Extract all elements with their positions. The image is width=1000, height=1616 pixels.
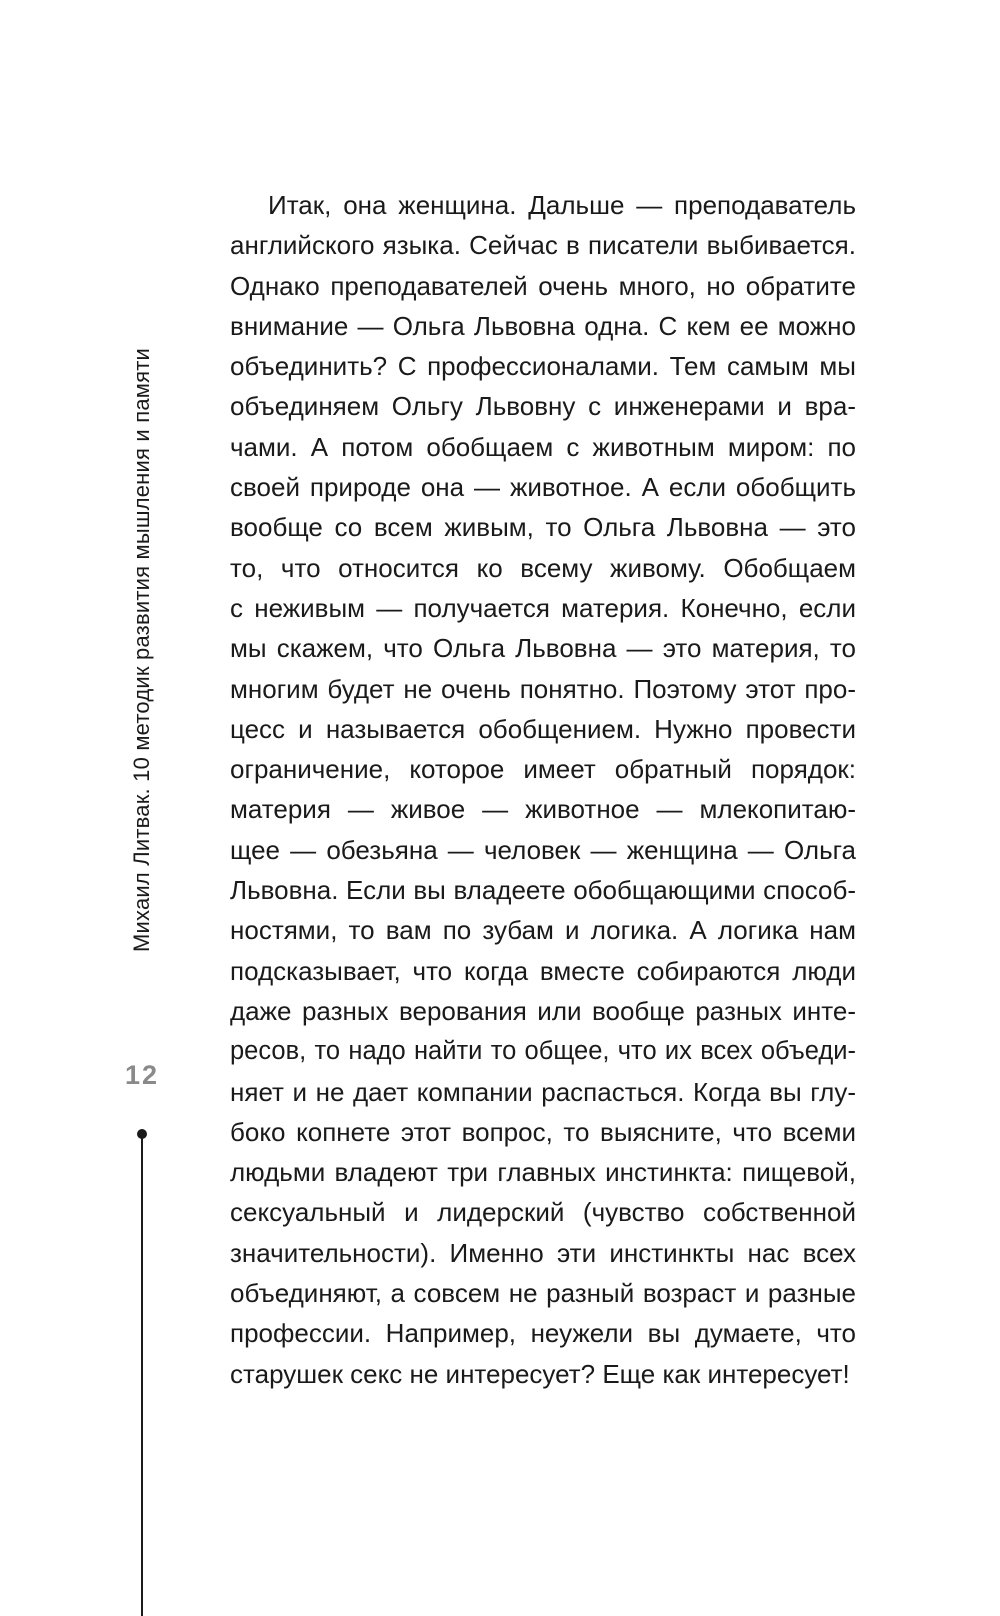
text-line: материя — живое — животное — млекопитаю-	[230, 794, 856, 825]
text-line: своей природе она — животное. А если обобщить	[230, 472, 856, 503]
text-line: объединяем Ольгу Львовну с инженерами и вра-	[230, 391, 856, 422]
text-line: людьми владеют три главных инстинкта: пищевой,	[230, 1157, 856, 1188]
text-line: объединяют, а совсем не разный возраст и разные	[230, 1278, 856, 1309]
text-line: ресов, то надо найти то общее, что их всех объеди-	[230, 1037, 856, 1066]
text-line: Львовна. Если вы владеете обобщающими способ-	[230, 875, 856, 906]
text-line: объединить? С профессионалами. Тем самым мы	[230, 351, 856, 382]
text-line: боко копнете этот вопрос, то выясните, что всеми	[230, 1116, 856, 1147]
text-line: старушек секс не интересует? Еще как интересует!	[230, 1358, 850, 1389]
text-line: то, что относится ко всему живому. Обобщаем	[230, 552, 856, 583]
text-line: ностями, то вам по зубам и логика. А логика нам	[230, 915, 856, 946]
text-line: цесс и называется обобщением. Нужно провести	[230, 713, 856, 744]
page-number: 12	[124, 1060, 160, 1090]
text-line: многим будет не очень понятно. Поэтому этот про-	[230, 673, 856, 704]
text-line: щее — обезьяна — человек — женщина — Ольга	[230, 834, 856, 865]
text-line: с неживым — получается материя. Конечно, если	[230, 592, 856, 623]
text-line: няет и не дает компании распасться. Когда вы глу-	[230, 1076, 856, 1107]
text-line: чами. А потом обобщаем с животным миром: по	[230, 431, 856, 462]
body-paragraph	[230, 185, 856, 1394]
text-line: Однако преподавателей очень много, но обратите	[230, 270, 856, 301]
text-line: профессии. Например, неужели вы думаете, что	[230, 1318, 856, 1349]
text-line: подсказывает, что когда вместе собираются люди	[230, 955, 856, 986]
running-head	[129, 348, 154, 952]
text-line: сексуальный и лидерский (чувство собственной	[230, 1197, 856, 1228]
text-line: значительности). Именно эти инстинкты нас всех	[230, 1237, 856, 1268]
text-line: внимание — Ольга Львовна одна. С кем ее можно	[230, 310, 856, 341]
text-line: мы скажем, что Ольга Львовна — это материя, то	[230, 633, 856, 664]
text-line: Итак, она женщина. Дальше — преподаватель	[268, 190, 856, 220]
text-line: даже разных верования или вообще разных инте-	[230, 995, 856, 1026]
text-line: вообще со всем живым, то Ольга Львовна — это	[230, 512, 856, 543]
margin-rule-line	[141, 1134, 143, 1616]
text-line: ограничение, которое имеет обратный порядок:	[230, 754, 856, 785]
text-line: английского языка. Сейчас в писатели выбивается.	[230, 230, 856, 261]
book-title-running-head: Михаил Литвак. 10 методик развития мышления и памяти	[129, 348, 154, 952]
